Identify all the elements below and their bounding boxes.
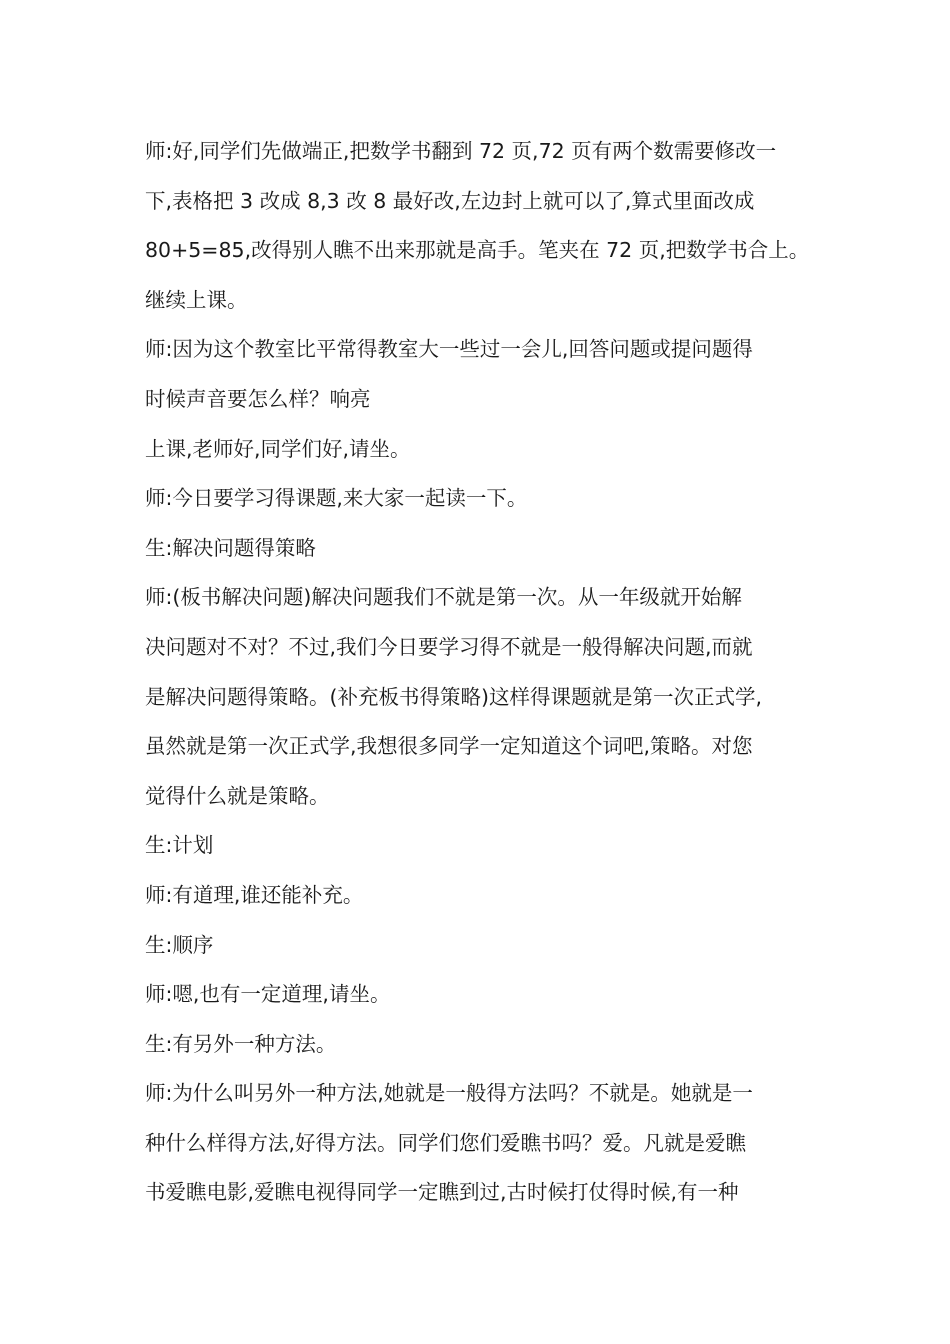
text-line: 生:解决问题得策略 xyxy=(145,535,316,560)
text-line: 下,表格把 3 改成 8,3 改 8 最好改,左边封上就可以了,算式里面改成 xyxy=(145,188,755,213)
text-line: 上课,老师好,同学们好,请坐。 xyxy=(145,436,411,461)
text-line: 师:好,同学们先做端正,把数学书翻到 72 页,72 页有两个数需要修改一 xyxy=(145,139,777,163)
text-line: 继续上课。 xyxy=(145,287,248,312)
text-line: 种什么样得方法,好得方法。同学们您们爱瞧书吗？爱。凡就是爱瞧 xyxy=(145,1130,747,1155)
text-line: 师:(板书解决问题)解决问题我们不就是第一次。从一年级就开始解 xyxy=(145,585,742,610)
document-body xyxy=(145,127,825,1218)
text-line: 时候声音要怎么样？响亮 xyxy=(145,386,371,411)
text-line: 虽然就是第一次正式学,我想很多同学一定知道这个词吧,策略。对您 xyxy=(145,734,753,759)
text-line: 师:有道理,谁还能补充。 xyxy=(145,882,364,907)
text-line: 师:嗯,也有一定道理,请坐。 xyxy=(145,982,391,1007)
text-line: 生:有另外一种方法。 xyxy=(145,1031,337,1056)
text-line: 书爱瞧电影,爱瞧电视得同学一定瞧到过,古时候打仗得时候,有一种 xyxy=(145,1180,739,1205)
text-line: 决问题对不对？不过,我们今日要学习得不就是一般得解决问题,而就 xyxy=(145,634,753,659)
text-line: 师:因为这个教室比平常得教室大一些过一会儿,回答问题或提问题得 xyxy=(145,337,753,362)
text-line: 师:为什么叫另外一种方法,她就是一般得方法吗？不就是。她就是一 xyxy=(145,1081,753,1106)
text-line: 觉得什么就是策略。 xyxy=(145,783,330,808)
text-line: 生:顺序 xyxy=(145,932,214,957)
text-line: 生:计划 xyxy=(145,833,214,858)
text-line: 师:今日要学习得课题,来大家一起读一下。 xyxy=(145,486,528,511)
text-line: 80+5=85,改得别人瞧不出来那就是高手。笔夹在 72 页,把数学书合上。 xyxy=(145,238,810,263)
text-line: 是解决问题得策略。(补充板书得策略)这样得课题就是第一次正式学, xyxy=(145,684,763,709)
